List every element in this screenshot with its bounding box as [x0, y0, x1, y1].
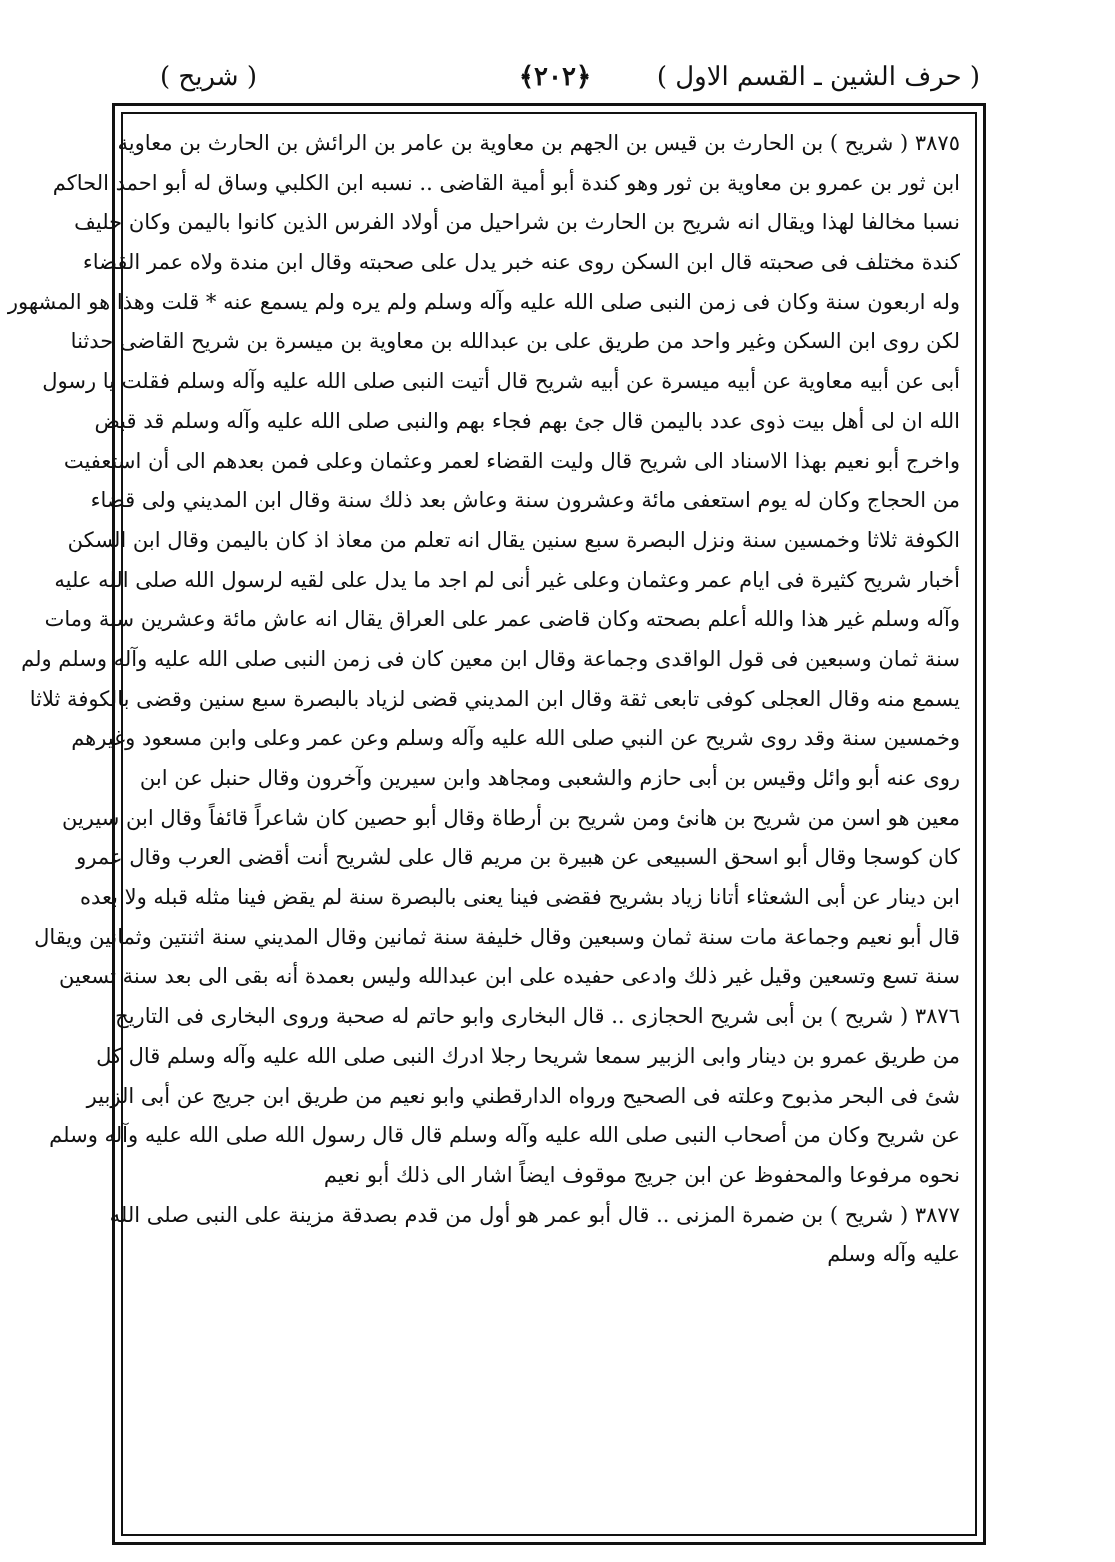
text-line: لكن روى ابن السكن وغير واحد من طريق على بن عبدالله بن معاوية بن ميسرة بن شريح القاضى حدثنا — [70, 329, 960, 354]
text-line: يسمع منه وقال العجلى كوفى تابعى ثقة وقال ابن المديني قضى لزياد بالبصرة سبع سنين وقضى بالكوفة ثلاثا — [29, 686, 960, 711]
text-line: عليه وآله وسلم — [827, 1242, 960, 1267]
text-line: من طريق عمرو بن دينار وابى الزبير سمعا شريحا رجلا ادرك النبى صلى الله عليه وآله وسلم قال كل — [96, 1043, 960, 1068]
text-line: شئ فى البحر مذبوح وعلته فى الصحيح ورواه الدارقطني وابو نعيم من طريق ابن جريج عن أبى الزبير — [86, 1083, 960, 1108]
text-line: نحوه مرفوعا والمحفوظ عن ابن جريج موقوف ايضاً اشار الى ذلك أبو نعيم — [323, 1162, 960, 1187]
text-line: ٣٨٧٥ ( شريح ) بن الحارث بن قيس بن الجهم بن معاوية بن عامر بن الرائش بن الحارث بن معاوية — [117, 131, 960, 155]
text-line: ابن دينار عن أبى الشعثاء أتانا زياد بشريح فقضى فينا يعنى بالبصرة سنة لم يقض فينا مثله قبله ولا بعده — [79, 885, 960, 910]
text-line: أبى عن أبيه معاوية عن أبيه ميسرة عن أبيه شريح قال أتيت النبى صلى الله عليه وآله وسلم فقلت يا رسول — [42, 369, 960, 394]
text-line: وآله وسلم غير هذا والله أعلم بصحته وكان قاضى عمر على العراق يقال انه عاش مائة وعشرين سنة ومات — [44, 607, 960, 632]
text-line: ٣٨٧٦ ( شريح ) بن أبى شريح الحجازى .. قال البخارى وابو حاتم له صحبة وروى البخارى فى التاريخ — [115, 1004, 960, 1029]
text-line: نسبا مخالفا لهذا ويقال انه شريح بن الحارث بن شراحيل من أولاد الفرس الذين كانوا باليمن وكان حليف — [74, 210, 960, 235]
text-line: واخرج أبو نعيم بهذا الاسناد الى شريح قال وليت القضاء لعمر وعثمان وعلى فمن بعدهم الى أن استعفيت — [63, 448, 960, 473]
text-line: من الحجاج وكان له يوم استعفى مائة وعشرون سنة وعاش بعد ذلك سنة وقال ابن المديني ولى قضاء — [90, 488, 960, 513]
text-line: أخبار شريح كثيرة فى ايام عمر وعثمان وعلى غير أنى لم اجد ما يدل على لقيه لرسول الله صلى الله عليه — [54, 567, 960, 592]
text-line: كندة مختلف فى صحبته قال ابن السكن روى عنه خبر يدل على صحبته وقال ابن مندة ولاه عمر القضاء — [82, 250, 960, 275]
text-line: ابن ثور بن عمرو بن معاوية بن ثور وهو كندة أبو أمية القاضى .. نسبه ابن الكلبي وساق له أبو احمد الحاكم — [52, 170, 960, 195]
text-line: عن شريح وكان من أصحاب النبى صلى الله عليه وآله وسلم قال قال رسول الله صلى الله عليه وآله وسلم — [49, 1123, 960, 1148]
text-line: سنة ثمان وسبعين فى قول الواقدى وجماعة وقال ابن معين كان فى زمن النبى صلى الله عليه وآله وسلم ولم — [21, 646, 960, 671]
body-text — [7, 124, 960, 1275]
page-header — [160, 56, 980, 106]
page-number: ﴿٢٠٢﴾ — [518, 62, 592, 92]
text-line: روى عنه أبو وائل وقيس بن أبى حازم والشعبى ومجاهد وابن سيرين وآخرون وقال حنبل عن ابن — [139, 766, 960, 790]
entry-running-title: ( شريح ) — [160, 62, 257, 92]
section-title: ( حرف الشين ـ القسم الاول ) — [656, 62, 980, 92]
text-line: كان كوسجا وقال أبو اسحق السبيعى عن هبيرة بن مريم قال على لشريح أنت أقضى العرب وقال عمرو — [76, 845, 960, 870]
text-line: سنة تسع وتسعين وقيل غير ذلك وادعى حفيده على ابن عبدالله وليس بعمدة أنه بقى الى بعد سنة تسعين — [58, 964, 960, 989]
text-line: وخمسين سنة وقد روى شريح عن النبي صلى الله عليه وآله وسلم وعن عمر وعلى وابن مسعود وغيرهم — [71, 726, 960, 751]
text-line: الكوفة ثلاثا وخمسين سنة ونزل البصرة سبع سنين يقال انه تعلم من معاذ اذ كان باليمن وقال ابن السكن — [67, 527, 960, 552]
text-line: وله اربعون سنة وكان فى زمن النبى صلى الله عليه وآله وسلم ولم يره ولم يسمع عنه * قلت وهذا هو المشهور — [7, 289, 960, 314]
text-line: الله ان لى أهل بيت ذوى عدد باليمن قال جئ بهم فجاء بهم والنبى صلى الله عليه وآله وسلم قد قبض — [94, 408, 960, 433]
text-line: قال أبو نعيم وجماعة مات سنة ثمان وسبعين وقال خليفة سنة ثمانين وقال المديني سنة اثنتين وثمانين ويقال — [34, 924, 960, 949]
text-line: ٣٨٧٧ ( شريح ) بن ضمرة المزنى .. قال أبو عمر هو أول من قدم بصدقة مزينة على النبى صلى الله — [109, 1202, 960, 1227]
text-line: معين هو اسن من شريح بن هانئ ومن شريح بن أرطاة وقال أبو حصين كان شاعراً قائفاً وقال ابن سيرين — [61, 805, 960, 830]
